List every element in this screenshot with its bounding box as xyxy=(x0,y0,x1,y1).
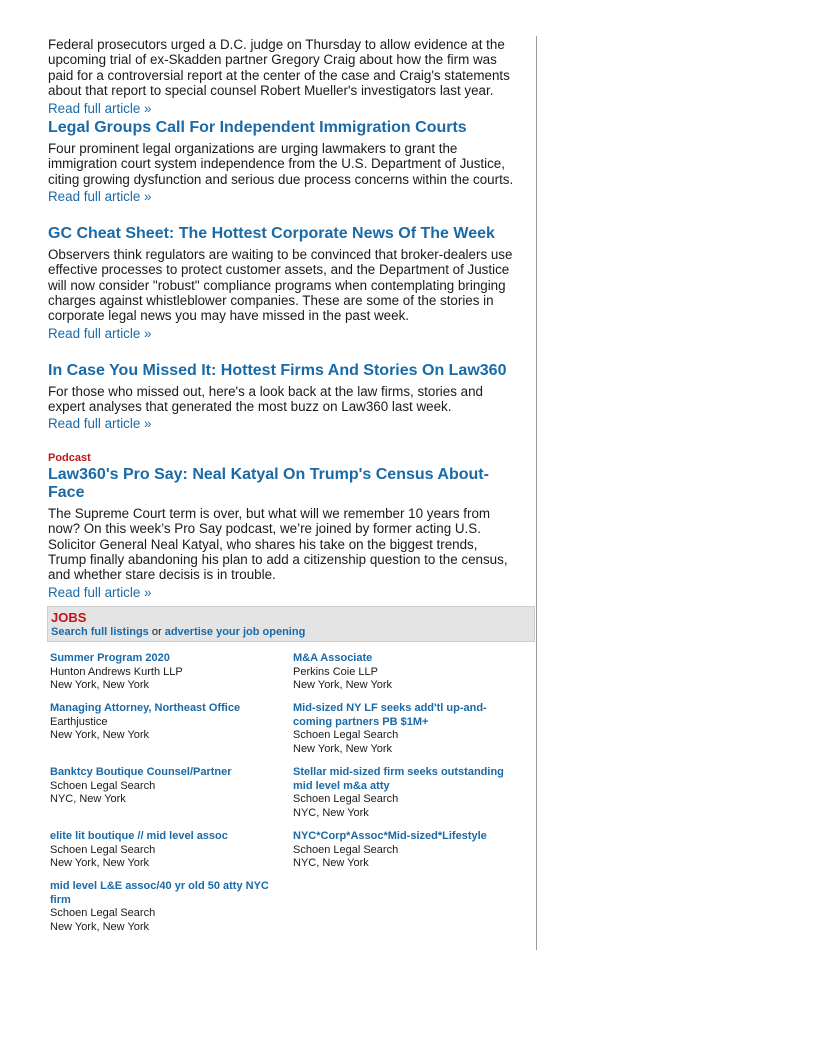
job-title-link[interactable]: Summer Program 2020 xyxy=(50,652,170,664)
job-title-link[interactable]: Managing Attorney, Northeast Office xyxy=(50,702,241,714)
article-title-link[interactable]: GC Cheat Sheet: The Hottest Corporate News Of The Week xyxy=(48,225,495,243)
job-location: NYC, New York xyxy=(50,793,126,806)
job-location: New York, New York xyxy=(50,729,150,742)
jobs-grid xyxy=(47,642,535,942)
job-company: Schoen Legal Search xyxy=(293,843,399,856)
job-location: NYC, New York xyxy=(293,857,369,870)
job-listing xyxy=(50,652,282,693)
job-title-link[interactable]: NYC*Corp*Assoc*Mid-sized*Lifestyle xyxy=(293,830,487,842)
article-immigration-courts xyxy=(48,119,518,205)
job-company: Perkins Coie LLP xyxy=(293,665,378,678)
article-body: Federal prosecutors urged a D.C. judge on Thursday to allow evidence at the upcoming trial of ex-Skadden partner Gregory Craig about how the firm was paid for a controversial report at the center of the case and Craig's statements about that report to special counsel Robert Mueller's investigators last year. xyxy=(48,37,510,98)
article-body: Observers think regulators are waiting to be convinced that broker-dealers use effective processes to protect customer assets, and the Department of Justice will now consider "robust" compliance programs when contemplating bringing charges against whistleblower companies. These are some of the stories in corporate legal news you may have missed in the past week. xyxy=(48,247,513,324)
job-company: Schoen Legal Search xyxy=(293,729,399,742)
read-more-link[interactable]: Read full article » xyxy=(48,101,152,117)
article-body: For those who missed out, here's a look back at the law firms, stories and expert analyses that generated the most buzz on Law360 last week. xyxy=(48,383,483,414)
read-more-link[interactable]: Read full article » xyxy=(48,416,152,432)
job-company: Earthjustice xyxy=(50,715,108,728)
job-listing xyxy=(293,830,525,871)
job-listing xyxy=(50,880,282,934)
podcast-kicker: Podcast xyxy=(48,452,91,465)
job-listing xyxy=(293,702,525,756)
job-title-link[interactable]: Mid-sized NY LF seeks add'tl up-and-coming partners PB $1M+ xyxy=(293,702,487,728)
job-location: New York, New York xyxy=(293,679,393,692)
article-title-link[interactable]: Law360's Pro Say: Neal Katyal On Trump's Census About-Face xyxy=(48,466,489,502)
job-title-link[interactable]: elite lit boutique // mid level assoc xyxy=(50,830,228,842)
article-missed-it xyxy=(48,362,518,433)
job-location: New York, New York xyxy=(293,742,393,755)
article-body: Four prominent legal organizations are urging lawmakers to grant the immigration court system independence from the U.S. Department of Justice, citing growing dysfunction and serious due process concerns within the courts. xyxy=(48,141,514,187)
job-company: Hunton Andrews Kurth LLP xyxy=(50,665,183,678)
job-title-link[interactable]: mid level L&E assoc/40 yr old 50 atty NYC firm xyxy=(50,880,269,906)
jobs-title: JOBS xyxy=(51,610,87,625)
article-column xyxy=(48,37,518,621)
job-location: New York, New York xyxy=(50,920,150,933)
article-craig xyxy=(48,37,518,117)
job-company: Schoen Legal Search xyxy=(50,843,156,856)
job-listing xyxy=(50,830,282,871)
job-company: Schoen Legal Search xyxy=(293,793,399,806)
job-location: NYC, New York xyxy=(293,806,369,819)
job-title-link[interactable]: Stellar mid-sized firm seeks outstanding mid level m&a atty xyxy=(293,766,504,792)
read-more-link[interactable]: Read full article » xyxy=(48,584,152,600)
job-company: Schoen Legal Search xyxy=(50,779,156,792)
jobs-subheader xyxy=(51,625,531,639)
article-gc-cheat-sheet xyxy=(48,225,518,341)
read-more-link[interactable]: Read full article » xyxy=(48,189,152,205)
article-title-link[interactable]: In Case You Missed It: Hottest Firms And Stories On Law360 xyxy=(48,361,507,379)
article-pro-say-podcast xyxy=(48,452,518,600)
jobs-header xyxy=(47,606,535,642)
advertise-job-link[interactable]: advertise your job opening xyxy=(164,626,306,638)
job-location: New York, New York xyxy=(50,679,150,692)
article-body: The Supreme Court term is over, but what will we remember 10 years from now? On this week’s Pro Say podcast, we’re joined by former acting U.S. Solicitor General Neal Katyal, who shares his take on the biggest trends, Trump finally abandoning his plan to add a citizenship question to the census, and whether stare decisis is in trouble. xyxy=(48,506,508,583)
job-company: Schoen Legal Search xyxy=(50,907,156,920)
or-text: or xyxy=(151,626,162,638)
job-title-link[interactable]: Banktcy Boutique Counsel/Partner xyxy=(50,766,232,778)
search-listings-link[interactable]: Search full listings xyxy=(51,626,149,638)
job-listing xyxy=(293,652,525,693)
job-listing xyxy=(50,766,282,807)
article-title-link[interactable]: Legal Groups Call For Independent Immigration Courts xyxy=(48,119,467,137)
job-location: New York, New York xyxy=(50,857,150,870)
jobs-section xyxy=(47,606,535,942)
read-more-link[interactable]: Read full article » xyxy=(48,325,152,341)
job-listing xyxy=(293,766,525,820)
job-listing xyxy=(50,702,282,743)
job-title-link[interactable]: M&A Associate xyxy=(293,652,373,664)
column-divider xyxy=(536,36,537,950)
